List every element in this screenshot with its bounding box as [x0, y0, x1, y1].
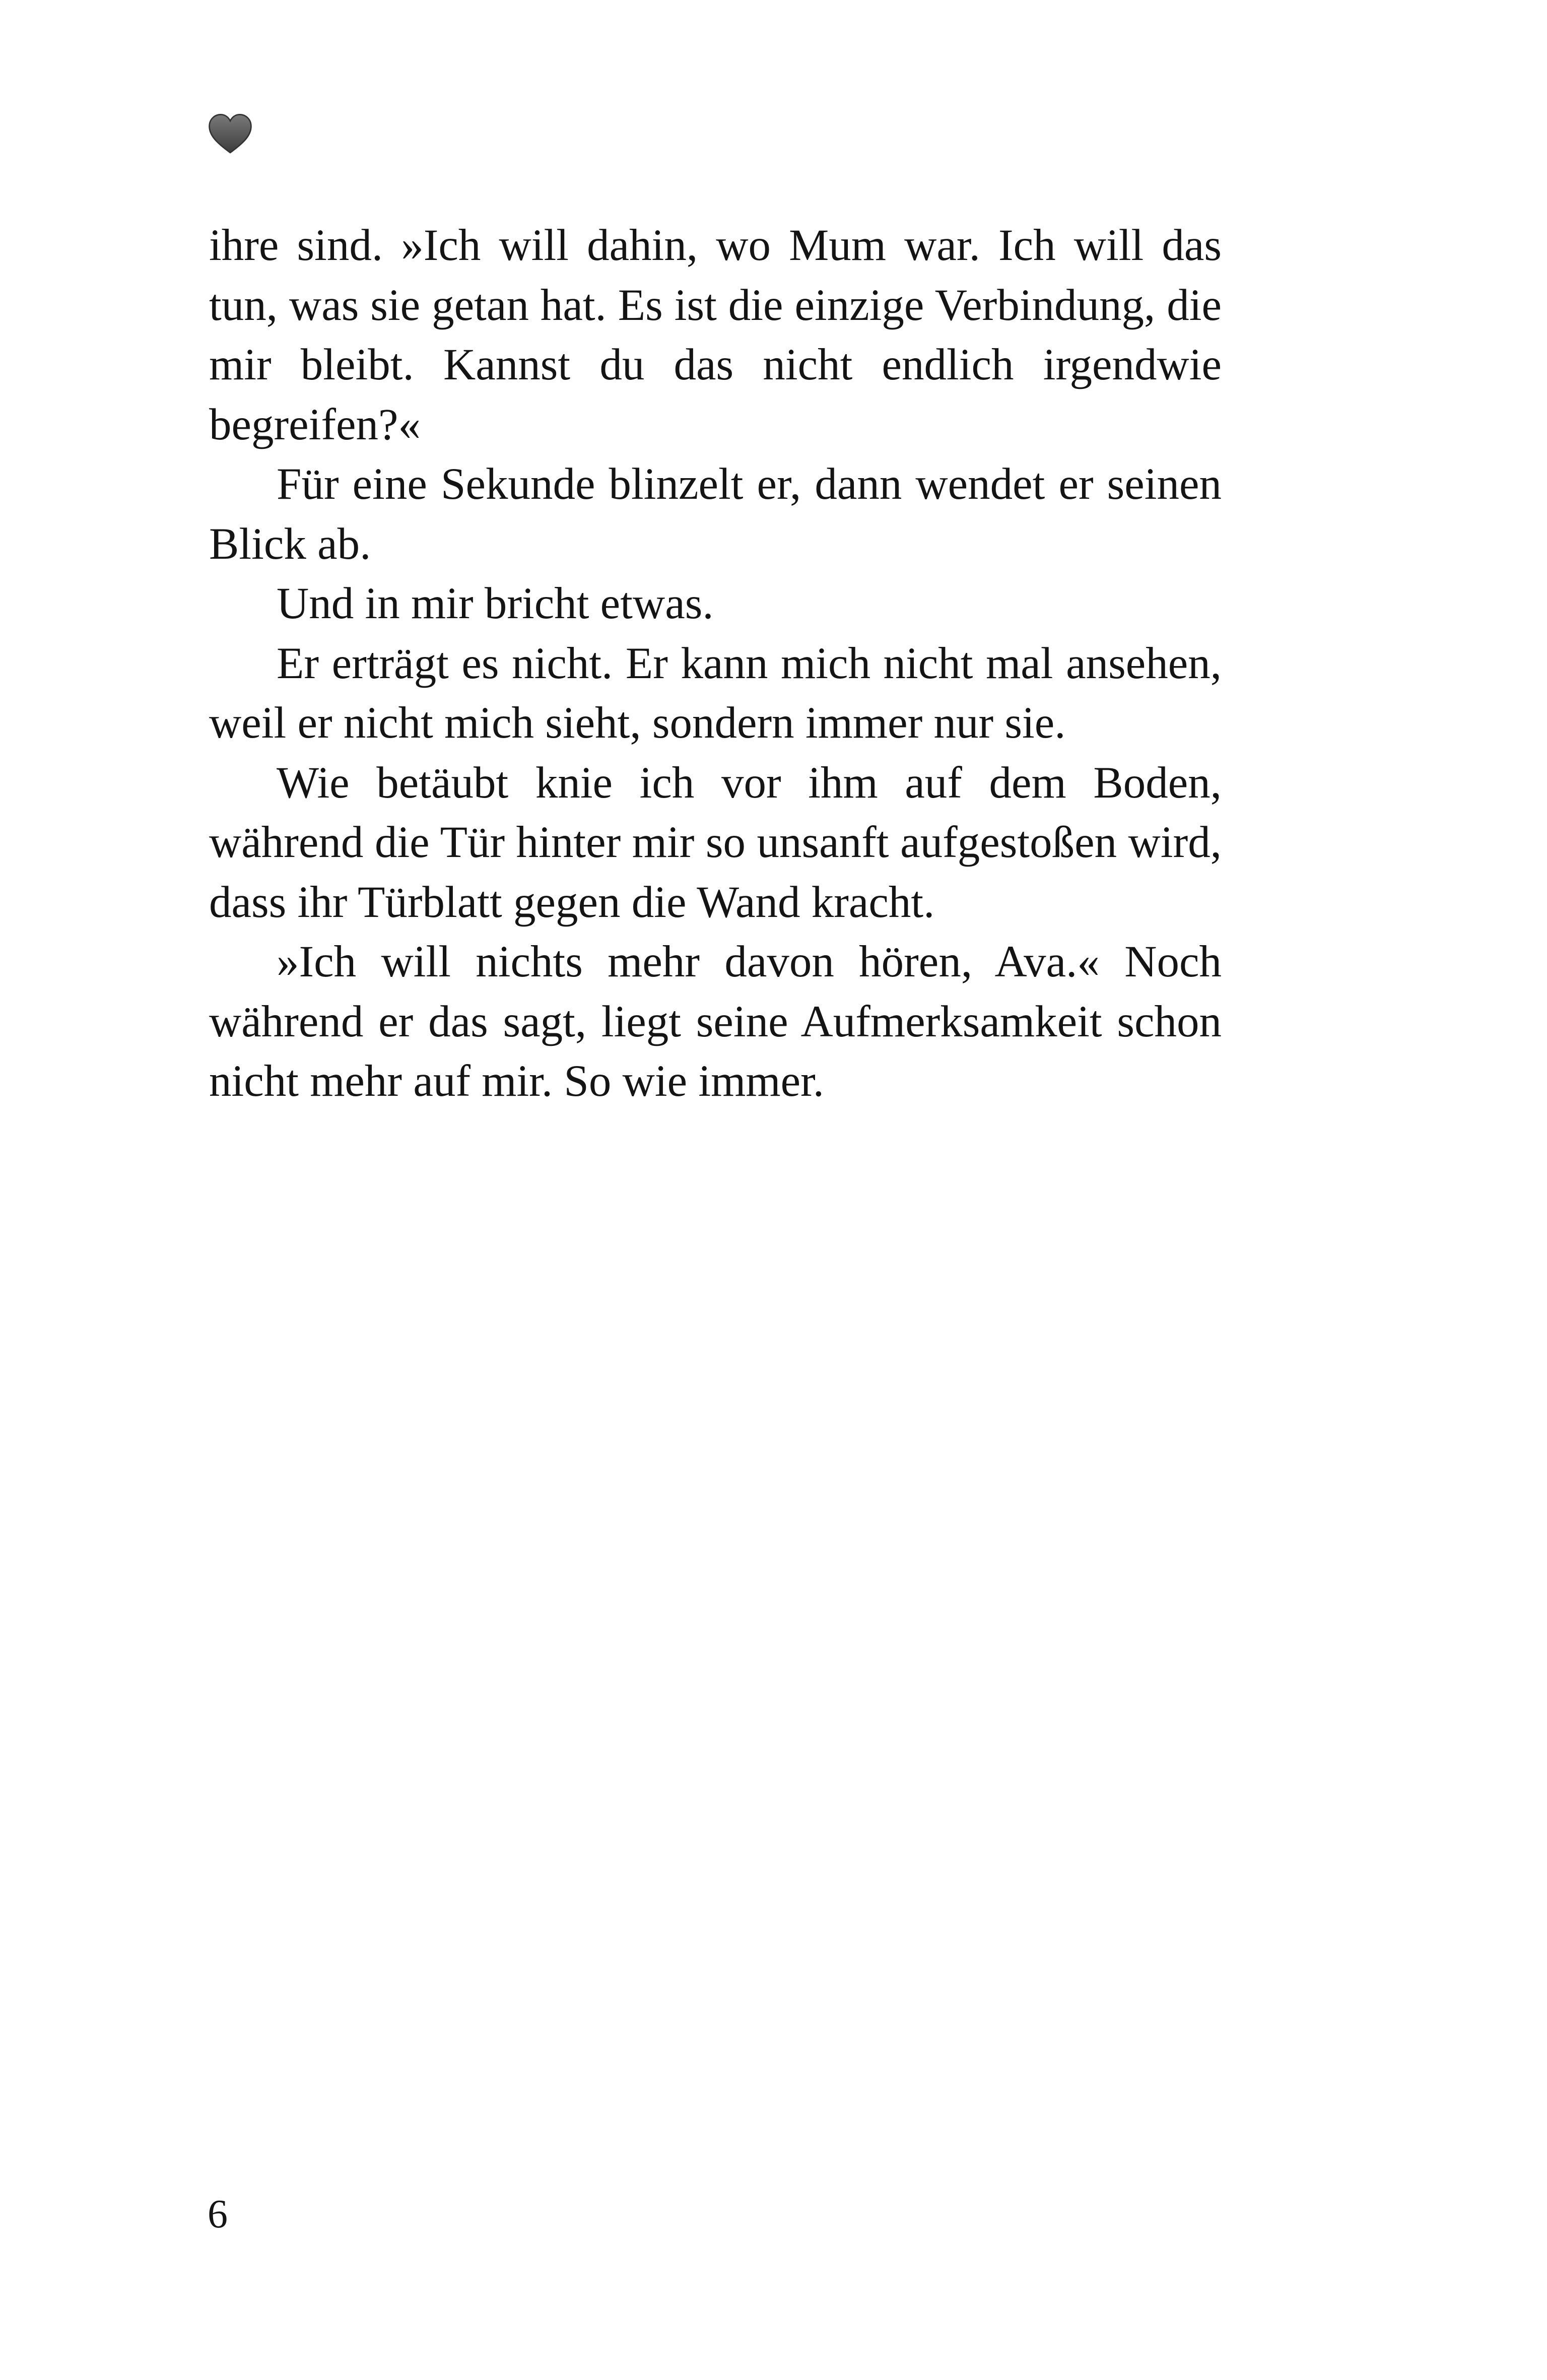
paragraph: Wie betäubt knie ich vor ihm auf dem Boden, während die Tür hinter mir so unsanft aufgestoßen wird, dass ihr Türblatt gegen die Wand kracht.: [209, 758, 1222, 927]
paragraph: Er erträgt es nicht. Er kann mich nicht mal ansehen, weil er nicht mich sieht, sondern immer nur sie.: [209, 638, 1222, 748]
body-text: [209, 216, 1222, 1111]
page-number: 6: [208, 2192, 228, 2236]
heart-icon: [208, 112, 253, 157]
paragraph: Für eine Sekunde blinzelt er, dann wendet er seinen Blick ab.: [209, 459, 1222, 569]
paragraph: »Ich will nichts mehr davon hören, Ava.« Noch während er das sagt, liegt seine Aufmerksamkeit schon nicht mehr auf mir. So wie immer.: [209, 937, 1222, 1106]
paragraph: Und in mir bricht etwas.: [277, 579, 714, 628]
paragraph: ihre sind. »Ich will dahin, wo Mum war. Ich will das tun, was sie getan hat. Es ist die einzige Verbindung, die mir bleibt. Kannst du das nicht endlich irgendwie begreifen?«: [209, 221, 1222, 449]
